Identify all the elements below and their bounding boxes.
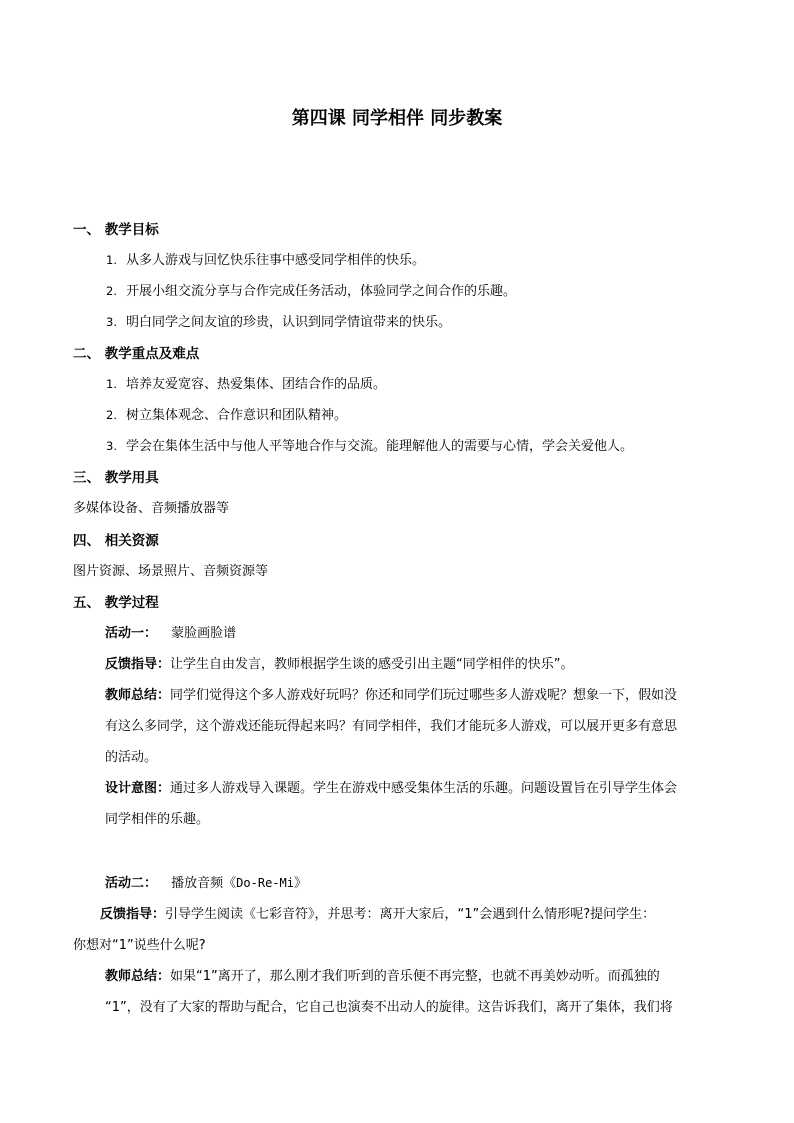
- list-number: 3.: [106, 439, 117, 453]
- list-text: 树立集体观念、合作意识和团队精神。: [126, 408, 348, 423]
- section-body-resources: 图片资源、场景照片、音频资源等: [73, 564, 269, 579]
- section-heading-resources: 四、 相关资源: [73, 533, 159, 549]
- list-text: 开展小组交流分享与合作完成任务活动，体验同学之间合作的乐趣。: [126, 284, 517, 299]
- list-item: [106, 311, 451, 330]
- feedback-label: 反馈指导：: [100, 907, 166, 922]
- list-item: [106, 280, 516, 299]
- list-number: 3.: [106, 315, 117, 329]
- activity-one-title: [105, 622, 236, 641]
- paragraph-line: 你想对“1”说些什么呢?: [73, 938, 206, 953]
- feedback-label: 反馈指导：: [105, 657, 171, 672]
- list-item: [106, 373, 386, 392]
- section-heading-process: 五、 教学过程: [73, 595, 159, 611]
- section-body-tools: 多媒体设备、音频播放器等: [73, 501, 230, 516]
- section-heading-tools: 三、 教学用具: [73, 470, 159, 486]
- activity-one-design: [105, 777, 677, 796]
- list-text: 从多人游戏与回忆快乐往事中感受同学相伴的快乐。: [126, 253, 426, 268]
- summary-label: 教师总结：: [105, 969, 171, 984]
- paragraph-line: 有这么多同学，这个游戏还能玩得起来吗？有同学相伴，我们才能玩多人游戏，可以展开更多有意思: [105, 719, 678, 734]
- activity-name: 蒙脸画脸谱: [171, 626, 237, 641]
- list-text: 学会在集体生活中与他人平等地合作与交流。能理解他人的需要与心情，学会关爱他人。: [126, 439, 634, 454]
- activity-two-title: [105, 872, 307, 891]
- summary-text: 同学们觉得这个多人游戏好玩吗？你还和同学们玩过哪些多人游戏呢？想象一下，假如没: [170, 688, 678, 703]
- section-heading-key-points: 二、 教学重点及难点: [73, 346, 200, 362]
- summary-text: 如果“1”离开了，那么刚才我们听到的音乐便不再完整，也就不再美妙动听。而孤独的: [170, 969, 660, 984]
- activity-two-summary: [105, 965, 660, 984]
- activity-two-feedback: [100, 903, 655, 922]
- activity-one-feedback: [105, 653, 574, 672]
- paragraph-line: 同学相伴的乐趣。: [105, 812, 210, 827]
- summary-label: 教师总结：: [105, 688, 171, 703]
- list-number: 2.: [106, 284, 117, 298]
- list-item: [106, 404, 347, 423]
- song-title: Do-Re-Mi: [236, 876, 294, 890]
- paragraph-line: “1”，没有了大家的帮助与配合，它自己也演奏不出动人的旋律。这告诉我们，离开了集体，我们将: [105, 1000, 673, 1015]
- activity-name-prefix: 播放音频《: [171, 876, 237, 891]
- activity-label: 活动一：: [105, 626, 158, 641]
- design-text: 通过多人游戏导入课题。学生在游戏中感受集体生活的乐趣。问题设置旨在引导学生体会: [170, 781, 678, 796]
- activity-name-suffix: 》: [293, 876, 307, 891]
- page-title: 第四课 同学相伴 同步教案: [291, 108, 503, 129]
- list-text: 明白同学之间友谊的珍贵，认识到同学情谊带来的快乐。: [126, 315, 452, 330]
- activity-label: 活动二：: [105, 876, 158, 891]
- paragraph-line: 的活动。: [105, 750, 158, 765]
- feedback-text: 引导学生阅读《七彩音符》，并思考：离开大家后，“1”会遇到什么情形呢?提问学生：: [165, 907, 656, 922]
- list-item: [106, 249, 425, 268]
- list-text: 培养友爱宽容、热爱集体、团结合作的品质。: [126, 377, 387, 392]
- feedback-text: 让学生自由发言，教师根据学生谈的感受引出主题“同学相伴的快乐”。: [170, 657, 574, 672]
- activity-one-summary: [105, 684, 677, 703]
- design-label: 设计意图：: [105, 781, 171, 796]
- section-heading-goals: 一、 教学目标: [73, 222, 159, 238]
- list-item: [106, 435, 633, 454]
- list-number: 2.: [106, 408, 117, 422]
- list-number: 1.: [106, 377, 117, 391]
- list-number: 1.: [106, 253, 117, 267]
